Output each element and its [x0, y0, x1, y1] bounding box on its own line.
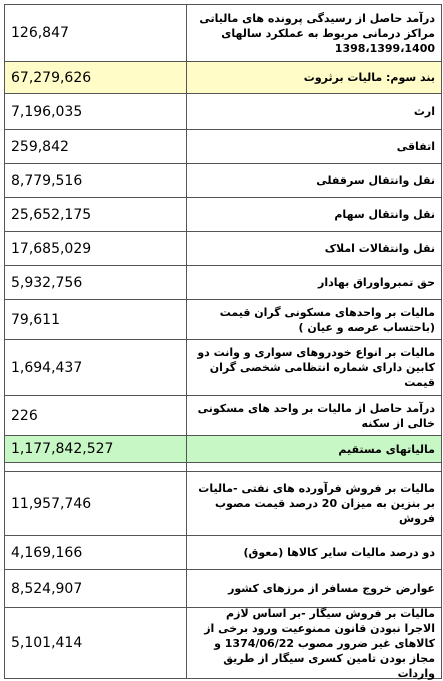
table-row	[5, 570, 441, 608]
label-cell	[187, 164, 441, 197]
label-cell	[187, 94, 441, 129]
table-row	[5, 608, 441, 678]
label-cell	[187, 608, 441, 678]
label-cell	[187, 300, 441, 339]
label-cell	[187, 536, 441, 569]
label-cell	[187, 570, 441, 607]
label-cell	[187, 266, 441, 299]
value-cell: 5,932,756	[5, 266, 187, 299]
value-cell: 126,847	[5, 5, 187, 61]
row-label: اتفاقی	[396, 140, 435, 153]
value-cell: 259,842	[5, 130, 187, 163]
value-cell: 11,957,746	[5, 472, 187, 535]
value-cell: 5,101,414	[5, 608, 187, 678]
value-cell: 8,779,516	[5, 164, 187, 197]
table-row	[5, 472, 441, 536]
label-cell	[187, 396, 441, 435]
row-label: مالیات بر فروش فرآورده های نفتی -مالیات بر بنزین به میزان 20 درصد قیمت مصوب فروش	[198, 482, 435, 525]
row-label: مالیاتهای مستقیم	[338, 442, 435, 456]
value-cell: 67,279,626	[5, 62, 187, 93]
row-label: مالیات بر فروش سیگار -بر اساس لازم الاجرا نبودن قانون ممنوعیت ورود برخی از کالاهای غیر ضرور مصوب 1374/06/22 و مجاز بودن تامین کسری سیگار از طریق واردات	[204, 606, 435, 680]
value-cell: 4,169,166	[5, 536, 187, 569]
value-cell: 79,611	[5, 300, 187, 339]
value-cell: 25,652,175	[5, 198, 187, 231]
row-label: مالیات بر واحدهای مسکونی گران قیمت (باحتساب عرصه و عیان )	[219, 305, 435, 334]
value-cell: 1,694,437	[5, 340, 187, 395]
label-cell	[187, 198, 441, 231]
row-label: ارث	[413, 105, 435, 118]
label-cell	[187, 436, 441, 462]
value-cell: 8,524,907	[5, 570, 187, 607]
table-row	[5, 5, 441, 62]
row-label: درآمد حاصل از رسیدگی پرونده های مالیاتی مراکز درمانی مربوط به عملکرد سالهای 1398،1399،1400	[199, 11, 435, 55]
table-row	[5, 198, 441, 232]
value-cell: 17,685,029	[5, 232, 187, 265]
table-row-section-header	[5, 62, 441, 94]
row-label: بند سوم: مالیات برثروت	[303, 71, 435, 84]
revenue-table	[4, 4, 442, 679]
row-label: عوارض خروج مسافر از مرزهای کشور	[228, 582, 435, 595]
table-row	[5, 164, 441, 198]
table-row	[5, 130, 441, 164]
label-cell	[187, 340, 441, 395]
table-row-total	[5, 436, 441, 463]
table-row	[5, 340, 441, 396]
label-cell	[187, 130, 441, 163]
table-row	[5, 232, 441, 266]
row-label: مالیات بر انواع خودروهای سواری و وانت دو کابین دارای شماره انتظامی شخصی گران قیمت	[197, 346, 435, 389]
table-row	[5, 396, 441, 436]
value-cell: 1,177,842,527	[5, 436, 187, 462]
row-label: دو درصد مالیات سایر کالاها (معوق)	[243, 546, 435, 559]
value-cell	[5, 463, 187, 471]
label-cell	[187, 232, 441, 265]
label-cell	[187, 5, 441, 61]
row-label: حق تمبرواوراق بهادار	[318, 276, 435, 289]
table-row	[5, 266, 441, 300]
row-label: نقل وانتقالات املاک	[324, 242, 435, 255]
label-cell	[187, 463, 441, 471]
table-row	[5, 536, 441, 570]
row-label: درآمد حاصل از مالیات بر واحد های مسکونی خالی از سکنه	[197, 401, 435, 430]
table-row	[5, 94, 441, 130]
label-cell	[187, 472, 441, 535]
table-row-spacer	[5, 463, 441, 472]
row-label: نقل وانتقال سرقفلی	[316, 174, 435, 187]
label-cell	[187, 62, 441, 93]
value-cell: 226	[5, 396, 187, 435]
value-cell: 7,196,035	[5, 94, 187, 129]
row-label: نقل وانتقال سهام	[334, 208, 435, 221]
table-row	[5, 300, 441, 340]
